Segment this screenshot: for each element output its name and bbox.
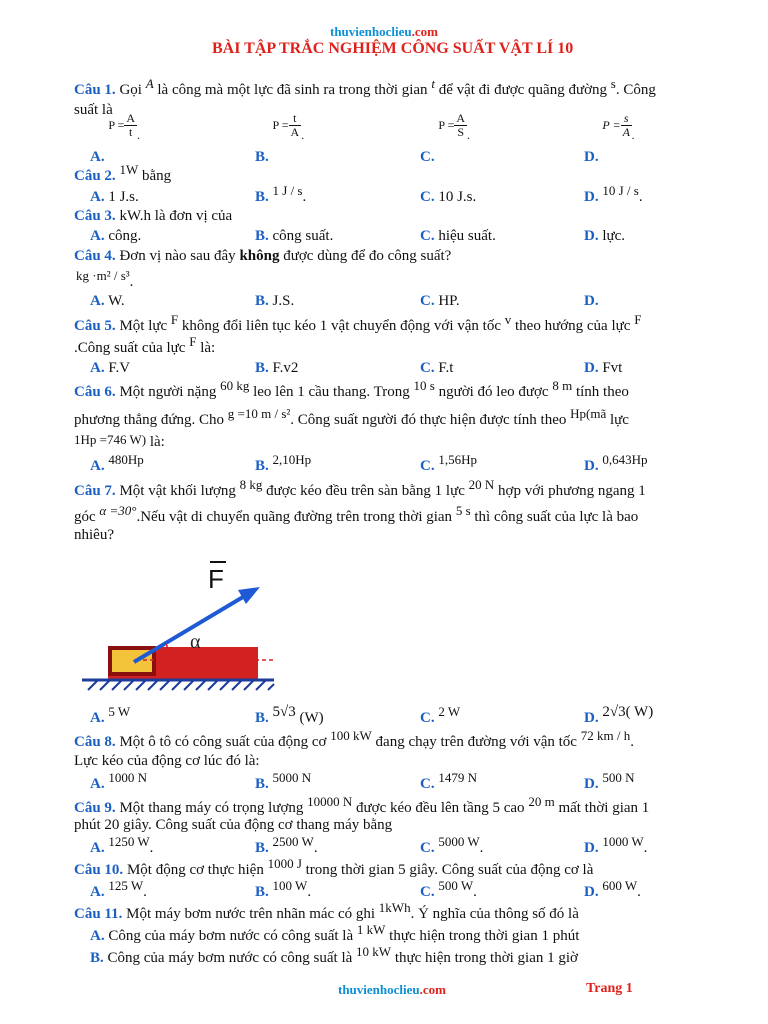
question-7-line2 — [74, 503, 639, 526]
option-letter: A. — [90, 293, 105, 309]
option-a[interactable] — [90, 293, 125, 310]
question-4 — [74, 248, 451, 265]
option-text: F.V — [108, 360, 131, 376]
option-a[interactable] — [90, 111, 141, 165]
question-label: Câu 8. — [74, 734, 116, 750]
math: F — [170, 312, 179, 327]
option-text: . — [479, 840, 484, 856]
option-b[interactable] — [255, 878, 312, 901]
q-text: Một vật khối lượng — [119, 483, 236, 499]
option-letter: B. — [90, 950, 104, 966]
math: F — [634, 312, 642, 327]
option-letter: B. — [255, 360, 269, 376]
q-text: tính theo — [575, 384, 629, 400]
option-letter: C. — [420, 840, 435, 856]
q-text: được kéo đều lên tầng 5 cao — [356, 800, 525, 816]
option-text: 100 W — [272, 878, 308, 893]
option-c[interactable] — [420, 452, 477, 475]
option-letter: D. — [584, 710, 599, 726]
question-label: Câu 3. — [74, 208, 116, 224]
option-text: . — [643, 840, 648, 856]
math: . — [467, 128, 471, 142]
question-label: Câu 6. — [74, 384, 116, 400]
option-letter: B. — [255, 776, 269, 792]
option-text: 5000 N — [272, 770, 312, 785]
option-text: 2 W — [438, 704, 461, 719]
option-a[interactable] — [90, 452, 144, 475]
option-letter: A. — [90, 360, 105, 376]
option-text: 1250 W — [108, 834, 150, 849]
option-c[interactable] — [420, 360, 453, 377]
option-letter: C. — [420, 293, 435, 309]
option-letter: B. — [255, 149, 269, 165]
q-text: . Công suất người đó thực hiện được tính theo — [290, 412, 567, 428]
option-text: lực. — [602, 228, 626, 244]
option-d[interactable] — [584, 452, 648, 475]
question-5 — [74, 312, 642, 335]
option-letter: D. — [584, 884, 599, 900]
math: P = — [272, 118, 289, 132]
option-text: 2500 W — [272, 834, 314, 849]
option-text: 500 N — [602, 770, 635, 785]
option-letter: C. — [420, 710, 435, 726]
q-text: nhiêu? — [74, 527, 114, 543]
math: g =10 m / s² — [227, 406, 291, 421]
option-c[interactable] — [420, 293, 460, 310]
q-text: lực — [609, 412, 629, 428]
option-text: Fvt — [602, 360, 623, 376]
option-text: 10 J / s — [602, 183, 639, 198]
option-text: . — [637, 884, 641, 900]
page-number: Trang 1 — [586, 981, 633, 996]
option-d[interactable] — [584, 228, 625, 245]
site-name-text: thuvienhoclieu — [330, 24, 412, 39]
option-letter: D. — [584, 149, 599, 165]
q-text: Một người nặng — [119, 384, 217, 400]
math: 1 kW — [356, 922, 386, 937]
formula — [438, 111, 471, 142]
q-text: thì công suất của lực là bao — [474, 509, 639, 525]
option-text: 1479 N — [438, 770, 477, 785]
math: α =30° — [99, 503, 137, 518]
question-9 — [74, 794, 650, 817]
formula — [602, 111, 635, 142]
numerator: A — [126, 111, 136, 125]
option-text: 1000 W — [602, 834, 644, 849]
formula — [272, 111, 305, 142]
option-d[interactable] — [584, 834, 648, 857]
question-2 — [74, 162, 172, 185]
q-text: . — [129, 274, 134, 290]
option-c[interactable] — [420, 228, 496, 245]
option-text: . — [313, 840, 318, 856]
option-letter: D. — [584, 458, 599, 474]
q-text: phút 20 giây. Công suất của động cơ thang máy bằng — [74, 817, 393, 833]
option-text: . — [149, 840, 154, 856]
option-b[interactable] — [255, 452, 312, 475]
page-title: BÀI TẬP TRẮC NGHIỆM CÔNG SUẤT VẬT LÍ 10 — [212, 40, 574, 57]
math: P = — [602, 118, 621, 132]
numerator: s — [621, 112, 632, 126]
option-text: 2,10Hp — [272, 452, 312, 467]
option-letter: C. — [420, 189, 435, 205]
site-name-text: thuvienhoclieu — [338, 982, 420, 997]
math: 8 m — [552, 378, 573, 393]
q-text: phương thẳng đứng. Cho — [74, 412, 225, 428]
question-6-line3 — [74, 434, 165, 451]
q-text: trong thời gian 5 giây. Công suất của động cơ là — [305, 862, 594, 878]
option-a[interactable] — [90, 360, 130, 377]
q-text-bold: không — [239, 248, 280, 264]
site-domain: .com — [419, 982, 446, 997]
option-text: 5√3 — [272, 704, 296, 720]
option-text: . — [638, 189, 643, 205]
option-text: 500 W — [438, 878, 474, 893]
option-c[interactable] — [420, 878, 477, 901]
option-letter: B. — [255, 458, 269, 474]
math: 1Hp =746 W) — [74, 432, 147, 447]
math: s — [610, 76, 616, 91]
q-text: Lực kéo của động cơ lúc đó là: — [74, 753, 260, 769]
question-label: Câu 9. — [74, 800, 116, 816]
option-letter: C. — [420, 776, 435, 792]
question-10 — [74, 856, 594, 879]
q-text: là: — [200, 340, 216, 356]
q-text: hợp với phương ngang 1 — [498, 483, 646, 499]
option-letter: B. — [255, 293, 269, 309]
option-letter: C. — [420, 458, 435, 474]
option-text: . — [473, 884, 477, 900]
option-a[interactable] — [90, 704, 131, 727]
question-label: Câu 5. — [74, 318, 116, 334]
option-text: 2√3( W) — [602, 704, 654, 720]
question-label: Câu 10. — [74, 862, 124, 878]
option-d[interactable] — [584, 704, 654, 727]
q-text: được kéo đều trên sàn bằng 1 lực — [266, 483, 465, 499]
option-letter: C. — [420, 884, 435, 900]
angle-label: α — [190, 631, 201, 653]
option-text: 1000 N — [108, 770, 147, 785]
math: 5 s — [455, 503, 471, 518]
q-text: .Công suất của lực — [74, 340, 186, 356]
math: v — [504, 312, 512, 327]
option-letter: B. — [255, 884, 269, 900]
option-b[interactable] — [255, 770, 312, 793]
option-d[interactable] — [584, 293, 599, 310]
option-letter: D. — [584, 360, 599, 376]
q-text: đang chạy trên đường với vận tốc — [375, 734, 577, 750]
option-letter: A. — [90, 228, 105, 244]
q-text: Một thang máy có trọng lượng — [119, 800, 304, 816]
option-b[interactable] — [90, 944, 578, 967]
question-5-line2 — [74, 334, 216, 357]
option-text: 480Hp — [108, 452, 144, 467]
option-letter: D. — [584, 293, 599, 309]
option-letter: A. — [90, 710, 105, 726]
math: P = — [438, 118, 455, 132]
formula — [108, 111, 141, 142]
option-text: W. — [108, 293, 125, 309]
question-8 — [74, 728, 634, 751]
q-text: được dùng để đo công suất? — [283, 248, 452, 264]
q-text: là: — [149, 434, 165, 450]
math: kg ·m² / s³ — [76, 268, 130, 283]
question-3 — [74, 208, 232, 225]
option-b[interactable] — [255, 834, 318, 857]
option-text: F.t — [438, 360, 454, 376]
option-text: HP. — [438, 293, 460, 309]
q-text: mất thời gian 1 — [558, 800, 650, 816]
option-letter: A. — [90, 189, 105, 205]
option-text: thực hiện trong thời gian 1 phút — [389, 928, 580, 944]
fraction — [621, 112, 632, 139]
math: 1W — [119, 162, 139, 177]
option-c[interactable] — [420, 834, 484, 857]
denominator: A — [290, 125, 300, 139]
q-text: . Công — [615, 82, 656, 98]
option-text: 600 W — [602, 878, 638, 893]
option-c[interactable] — [420, 770, 477, 793]
q-text: Một ô tô có công suất của động cơ — [119, 734, 327, 750]
option-letter: A. — [90, 776, 105, 792]
math: 10000 N — [307, 794, 353, 809]
option-letter: B. — [255, 189, 269, 205]
option-text: thực hiện trong thời gian 1 giờ — [394, 950, 578, 966]
option-d[interactable] — [584, 770, 635, 793]
fraction — [124, 112, 137, 139]
fraction — [454, 112, 467, 139]
math: 20 N — [468, 477, 495, 492]
option-d[interactable] — [584, 183, 643, 206]
option-text: công suất. — [272, 228, 334, 244]
option-letter: C. — [420, 228, 435, 244]
q-text: không đổi liên tục kéo 1 vật chuyển động với vận tốc — [181, 318, 502, 334]
q-text: để vật đi được quãng đường — [438, 82, 608, 98]
denominator: A — [622, 125, 630, 139]
math: A — [145, 76, 154, 91]
numerator: t — [289, 112, 302, 126]
option-text: 5 W — [108, 704, 131, 719]
q-text: Đơn vị nào sau đây — [119, 248, 236, 264]
option-letter: A. — [90, 928, 105, 944]
question-label: Câu 4. — [74, 248, 116, 264]
q-text: .Nếu vật di chuyển quãng đường trên trong thời gian — [136, 509, 453, 525]
math: 20 m — [528, 794, 555, 809]
q-text: góc — [74, 509, 96, 525]
option-text: (W) — [299, 710, 324, 726]
question-6-line2 — [74, 406, 629, 429]
q-text: Một động cơ thực hiện — [126, 862, 264, 878]
option-b[interactable] — [255, 704, 324, 727]
denominator: t — [129, 125, 133, 139]
q-text: bằng — [141, 168, 172, 184]
option-a[interactable] — [90, 770, 147, 793]
option-a[interactable] — [90, 834, 154, 857]
q-text: người đó leo được — [438, 384, 549, 400]
option-letter: B. — [255, 228, 269, 244]
option-text: hiệu suất. — [438, 228, 496, 244]
math: . — [631, 128, 635, 142]
option-letter: D. — [584, 189, 599, 205]
option-text: Công của máy bơm nước có công suất là — [108, 928, 354, 944]
q-text: leo lên 1 cầu thang. Trong — [253, 384, 410, 400]
math: 72 km / h — [580, 728, 631, 743]
option-c[interactable] — [420, 189, 476, 206]
option-letter: C. — [420, 360, 435, 376]
option-b[interactable] — [255, 360, 298, 377]
q-text: là công mà một lực đã sinh ra trong thời gian — [157, 82, 428, 98]
option-text: . — [307, 884, 312, 900]
math: F — [189, 334, 197, 349]
question-4-line2 — [76, 268, 134, 291]
option-letter: D. — [584, 840, 599, 856]
option-text: 1,56Hp — [438, 452, 477, 467]
math: 10 kW — [356, 944, 392, 959]
math: 100 kW — [330, 728, 372, 743]
option-letter: A. — [90, 840, 105, 856]
q-text: . Ý nghĩa của thông số đó là — [410, 906, 579, 922]
option-a[interactable] — [90, 922, 580, 945]
question-6 — [74, 378, 629, 401]
force-label: F — [208, 564, 224, 594]
option-a[interactable] — [90, 189, 139, 206]
option-letter: B. — [255, 840, 269, 856]
question-1 — [74, 76, 656, 99]
option-text: 0,643Hp — [602, 452, 648, 467]
question-7 — [74, 477, 646, 500]
q-text: suất là — [74, 102, 113, 118]
q-text: Một lực — [119, 318, 168, 334]
math: 1kWh — [378, 900, 411, 915]
option-b[interactable] — [255, 111, 305, 165]
question-label: Câu 2. — [74, 168, 116, 184]
option-a[interactable] — [90, 228, 141, 245]
site-name[interactable] — [330, 24, 438, 40]
fraction — [289, 112, 302, 139]
arrowhead-icon — [238, 587, 260, 604]
math: Hp(mã — [570, 406, 607, 421]
question-11 — [74, 900, 579, 923]
option-text: Công của máy bơm nước có công suất là — [107, 950, 353, 966]
option-d[interactable] — [584, 878, 641, 901]
question-label: Câu 11. — [74, 906, 123, 922]
denominator: S — [457, 125, 465, 139]
option-letter: D. — [584, 228, 599, 244]
option-text: J.S. — [272, 293, 295, 309]
q-text: Gọi — [119, 82, 142, 98]
option-a[interactable] — [90, 878, 147, 901]
math: 1000 J — [267, 856, 302, 871]
option-c[interactable] — [420, 111, 471, 165]
math: P = — [108, 118, 125, 132]
force-diagram — [78, 552, 278, 700]
math: . — [137, 128, 141, 142]
option-letter: B. — [255, 710, 269, 726]
option-text: F.v2 — [272, 360, 299, 376]
option-c[interactable] — [420, 704, 461, 727]
option-text: . — [143, 884, 147, 900]
option-text: 5000 W — [438, 834, 480, 849]
option-letter: A. — [90, 884, 105, 900]
question-label: Câu 1. — [74, 82, 116, 98]
option-text: công. — [108, 228, 142, 244]
site-domain: .com — [411, 24, 438, 39]
math: . — [301, 128, 305, 142]
option-text: 1 J.s. — [108, 189, 139, 205]
option-letter: A. — [90, 458, 105, 474]
option-b[interactable] — [255, 228, 333, 245]
option-letter: C. — [420, 149, 435, 165]
option-text: 1 J / s — [272, 183, 303, 198]
option-d[interactable] — [584, 360, 622, 377]
numerator: A — [456, 111, 466, 125]
option-text: . — [302, 189, 307, 205]
question-label: Câu 7. — [74, 483, 116, 499]
option-letter: A. — [90, 149, 105, 165]
option-text: 125 W — [108, 878, 144, 893]
option-d[interactable] — [584, 111, 635, 165]
q-text: theo hướng của lực — [515, 318, 631, 334]
math: 8 kg — [239, 477, 263, 492]
math: 10 s — [413, 378, 435, 393]
option-letter: D. — [584, 776, 599, 792]
q-text: kW.h là đơn vị của — [119, 208, 233, 224]
option-b[interactable] — [255, 293, 294, 310]
option-b[interactable] — [255, 183, 307, 206]
option-text: 10 J.s. — [438, 189, 477, 205]
math: t — [431, 76, 435, 91]
q-text: . — [630, 734, 634, 750]
math: 60 kg — [220, 378, 250, 393]
footer-site-name[interactable] — [338, 982, 446, 998]
q-text: Một máy bơm nước trên nhãn mác có ghi — [126, 906, 376, 922]
